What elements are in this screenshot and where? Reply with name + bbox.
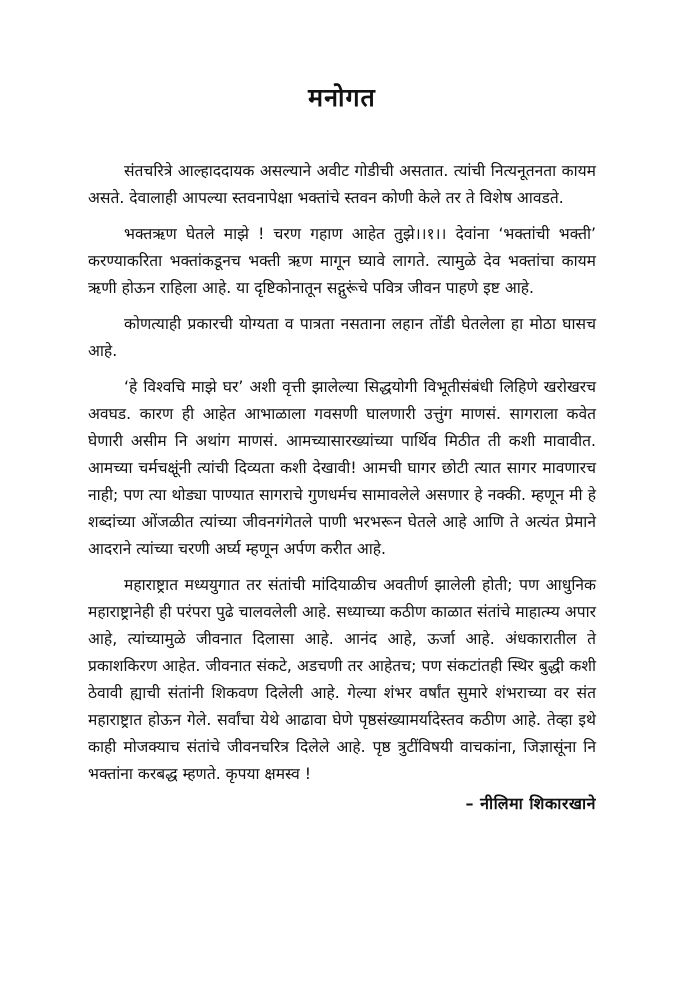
paragraph-4: ‘हे विश्वचि माझे घर’ अशी वृत्ती झालेल्या सिद्धयोगी विभूतीसंबंधी लिहिणे खरोखरच अवघड. कारण ही आहेत आभाळाला गवसणी घालणारी उत्तुंग माणसं. सागराला कवेत घेणारी असीम नि अथांग माणसं. आमच्यासारख्यांच्या पार्थिव मिठीत ती कशी मावावीत. आमच्या चर्मचक्षूंनी त्यांची दिव्यता कशी देखावी! आमची घागर छोटी त्यात सागर मावणारच नाही; पण त्या थोड्या पाण्यात सागराचे गुणधर्मच सामावलेले असणार हे नक्की. म्हणून मी हे शब्दांच्या ओंजळीत त्यांच्या जीवनगंगेतले पाणी भरभरून घेतले आहे आणि ते अत्यंत प्रेमाने आदराने त्यांच्या चरणी अर्घ्य म्हणून अर्पण करीत आहे. <box>88 378 596 558</box>
paragraph-5: महाराष्ट्रात मध्ययुगात तर संतांची मांदियाळीच अवतीर्ण झालेली होती; पण आधुनिक महाराष्ट्रानेही ही परंपरा पुढे चालवलेली आहे. सध्याच्या कठीण काळात संतांचे माहात्म्य अपार आहे, त्यांच्यामुळे जीवनात दिलासा आहे. आनंद आहे, ऊर्जा आहे. अंधकारातील ते प्रकाशकिरण आहेत. जीवनात संकटे, अडचणी तर आहेतच; पण संकटांतही स्थिर बुद्धी कशी ठेवावी ह्याची संतांनी शिकवण दिलेली आहे. गेल्या शंभर वर्षांत सुमारे शंभराच्या वर संत महाराष्ट्रात होऊन गेले. सर्वांचा येथे आढावा घेणे पृष्ठसंख्यामर्यादेस्तव कठीण आहे. तेव्हा इथे काही मोजक्याच संतांचे जीवनचरित्र दिलेले आहे. पृष्ठ त्रुटींविषयी वाचकांना, जिज्ञासूंना नि भक्तांना करबद्ध म्हणते. कृपया क्षमस्व ! <box>88 576 596 783</box>
paragraph-3: कोणत्याही प्रकारची योग्यता व पात्रता नसताना लहान तोंडी घेतलेला हा मोठा घासच आहे. <box>88 315 596 360</box>
paragraph-1: संतचरित्रे आल्हाददायक असल्याने अवीट गोडीची असतात. त्यांची नित्यनूतनता कायम असते. देवालाही आपल्या स्तवनापेक्षा भक्तांचे स्तवन कोणी केले तर ते विशेष आवडते. <box>88 162 596 207</box>
preface-page <box>88 80 596 814</box>
paragraph-2: भक्तऋण घेतले माझे ! चरण गहाण आहेत तुझे।।१।। देवांना ‘भक्तांची भक्ती’ करण्याकरिता भक्तांकडूनच भक्ती ऋण मागून घ्यावे लागते. त्यामुळे देव भक्तांचा कायम ऋणी होऊन राहिला आहे. या दृष्टिकोनातून सद्गुरूंचे पवित्र जीवन पाहणे इष्ट आहे. <box>88 225 596 297</box>
page-title: मनोगत <box>308 83 376 112</box>
author-signature: – नीलिमा शिकारखाने <box>465 794 596 813</box>
